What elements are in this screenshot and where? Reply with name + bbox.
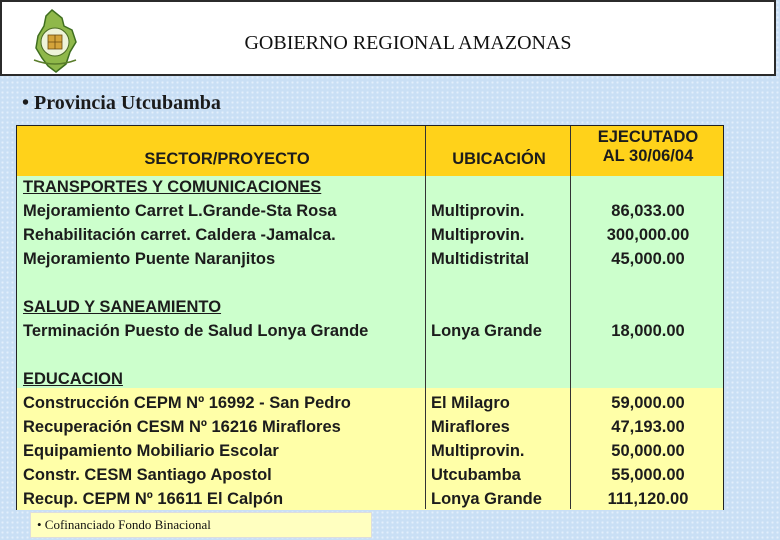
project-location: Multiprovin. [431, 442, 525, 460]
sector-name: EDUCACION [23, 370, 123, 388]
table-row [17, 223, 723, 247]
table-row [17, 439, 723, 463]
project-amount: 300,000.00 [606, 226, 690, 244]
table-row [17, 199, 723, 223]
project-location: Lonya Grande [431, 322, 542, 340]
project-name: Rehabilitación carret. Caldera -Jamalca. [23, 226, 336, 244]
header-executed-line2: AL 30/06/04 [602, 147, 694, 165]
sector-row [17, 295, 723, 319]
project-name: Constr. CESM Santiago Apostol [23, 466, 272, 484]
project-name: Mejoramiento Puente Naranjitos [23, 250, 276, 268]
project-amount: 18,000.00 [611, 322, 685, 340]
table-row [17, 487, 723, 511]
project-name: Mejoramiento Carret L.Grande-Sta Rosa [23, 202, 337, 220]
project-name: Construcción CEPM Nº 16992 - San Pedro [23, 394, 351, 412]
project-location: Miraflores [431, 418, 510, 436]
project-location: Utcubamba [431, 466, 521, 484]
project-name: Recuperación CESM Nº 16216 Miraflores [23, 418, 341, 436]
header-executed [573, 128, 723, 166]
project-amount: 86,033.00 [611, 202, 685, 220]
table-row [17, 391, 723, 415]
sector-row [17, 367, 723, 391]
sector-name: TRANSPORTES Y COMUNICACIONES [23, 178, 322, 196]
projects-table [16, 125, 724, 510]
project-location: El Milagro [431, 394, 510, 412]
footnote: • Cofinanciado Fondo Binacional [30, 512, 372, 538]
project-location: Multiprovin. [431, 226, 525, 244]
table-row [17, 319, 723, 343]
project-amount: 111,120.00 [607, 490, 689, 508]
table-row [17, 247, 723, 271]
page-title: GOBIERNO REGIONAL AMAZONAS [244, 32, 572, 54]
project-location: Multiprovin. [431, 202, 525, 220]
project-amount: 50,000.00 [611, 442, 685, 460]
header-executed-line1: EJECUTADO [597, 128, 699, 146]
project-amount: 47,193.00 [611, 418, 685, 436]
sector-row [17, 175, 723, 199]
project-location: Multidistrital [431, 250, 530, 268]
project-amount: 45,000.00 [611, 250, 685, 268]
project-name: Equipamiento Mobiliario Escolar [23, 442, 279, 460]
table-row [17, 463, 723, 487]
table-row [17, 415, 723, 439]
header-banner [0, 0, 776, 76]
project-location: Lonya Grande [431, 490, 542, 508]
province-heading: • Provincia Utcubamba [22, 92, 221, 114]
project-amount: 59,000.00 [611, 394, 685, 412]
header-location: UBICACIÓN [452, 150, 546, 168]
sector-name: SALUD Y SANEAMIENTO [23, 298, 222, 316]
header-project: SECTOR/PROYECTO [144, 150, 310, 168]
project-amount: 55,000.00 [611, 466, 685, 484]
project-name: Terminación Puesto de Salud Lonya Grande [23, 322, 369, 340]
project-name: Recup. CEPM Nº 16611 El Calpón [23, 490, 284, 508]
